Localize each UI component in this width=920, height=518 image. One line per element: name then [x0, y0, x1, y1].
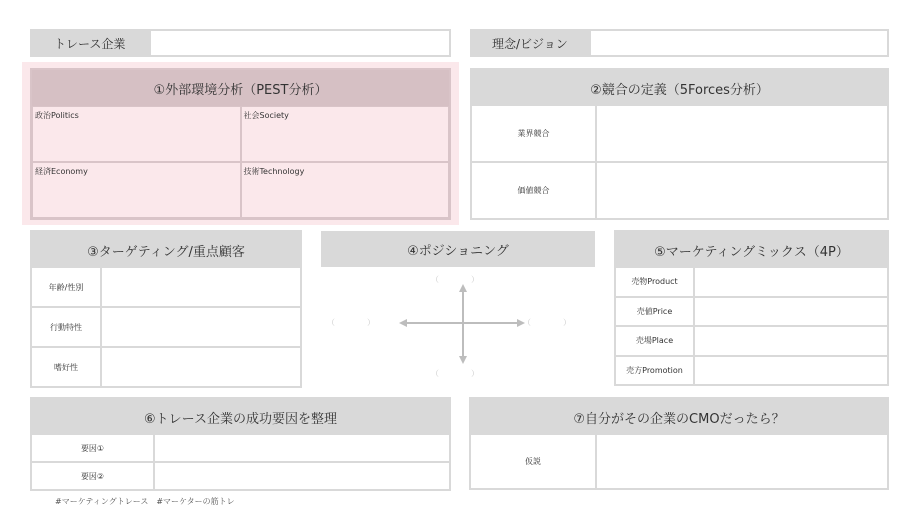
positioning-horizontal-axis	[406, 322, 518, 324]
positioning-axis-right-label: （ ）	[523, 318, 571, 327]
cmo-panel	[469, 397, 889, 490]
forces-row-label: 業界競合	[472, 106, 597, 161]
success-row	[32, 461, 449, 489]
targeting-row-input[interactable]	[102, 308, 300, 346]
company-header	[30, 29, 451, 57]
targeting-row	[32, 306, 300, 346]
forces-row	[472, 161, 887, 218]
targeting-row-label: 嗜好性	[32, 348, 102, 386]
pest-grid	[32, 106, 449, 218]
company-label: トレース企業	[32, 31, 151, 55]
mix-row-label: 売値Price	[616, 298, 695, 326]
mix-row	[616, 355, 887, 385]
success-row-input[interactable]	[155, 435, 449, 461]
pest-cell-society[interactable]: 社会Society	[241, 106, 450, 162]
mix-row	[616, 268, 887, 296]
pest-panel	[30, 68, 451, 220]
success-row	[32, 435, 449, 461]
pest-cell-economy[interactable]: 経済Economy	[32, 162, 241, 218]
mix-row	[616, 296, 887, 326]
vision-label: 理念/ビジョン	[472, 31, 591, 55]
vision-header	[470, 29, 889, 57]
mix-row-input[interactable]	[695, 357, 887, 385]
positioning-vertical-axis	[462, 291, 464, 359]
cmo-row	[471, 435, 887, 488]
pest-cell-politics[interactable]: 政治Politics	[32, 106, 241, 162]
vision-input[interactable]	[591, 31, 887, 55]
mix-row-input[interactable]	[695, 327, 887, 355]
mix-row	[616, 325, 887, 355]
positioning-axis-left-label: （ ）	[327, 318, 375, 327]
forces-panel	[470, 68, 889, 220]
targeting-row-input[interactable]	[102, 348, 300, 386]
mix-row-label: 売物Product	[616, 268, 695, 296]
targeting-panel	[30, 230, 302, 388]
positioning-map[interactable]	[321, 267, 595, 387]
mix-row-input[interactable]	[695, 298, 887, 326]
mix-row-label: 売方Promotion	[616, 357, 695, 385]
targeting-title: ③ターゲティング/重点顧客	[32, 232, 300, 268]
positioning-axis-top-label: （ ）	[431, 275, 479, 284]
success-title: ⑥トレース企業の成功要因を整理	[32, 399, 449, 435]
cmo-row-label: 仮説	[471, 435, 597, 488]
cmo-title: ⑦自分がその企業のCMOだったら？	[471, 399, 887, 435]
targeting-row	[32, 346, 300, 386]
targeting-row	[32, 268, 300, 306]
forces-row-input[interactable]	[597, 106, 887, 161]
footer-hashtags: #マーケティングトレース #マーケターの筋トレ	[55, 497, 235, 506]
company-input[interactable]	[151, 31, 449, 55]
positioning-axis-bottom-label: （ ）	[431, 369, 479, 378]
success-panel	[30, 397, 451, 491]
targeting-row-input[interactable]	[102, 268, 300, 306]
arrow-down-icon	[459, 356, 467, 364]
targeting-row-label: 行動特性	[32, 308, 102, 346]
forces-row-input[interactable]	[597, 163, 887, 218]
mix-row-label: 売場Place	[616, 327, 695, 355]
pest-cell-technology[interactable]: 技術Technology	[241, 162, 450, 218]
mix-row-input[interactable]	[695, 268, 887, 296]
forces-row	[472, 106, 887, 161]
forces-title: ②競合の定義（5Forces分析）	[472, 70, 887, 106]
arrow-left-icon	[399, 319, 407, 327]
targeting-row-label: 年齢/性別	[32, 268, 102, 306]
arrow-up-icon	[459, 284, 467, 292]
positioning-title: ④ポジショニング	[321, 231, 595, 267]
success-row-label: 要因②	[32, 463, 155, 489]
success-row-input[interactable]	[155, 463, 449, 489]
mix-panel	[614, 230, 889, 386]
pest-title: ①外部環境分析（PEST分析）	[32, 70, 449, 106]
mix-title: ⑤マーケティングミックス（4P）	[616, 232, 887, 268]
cmo-row-input[interactable]	[597, 435, 887, 488]
forces-row-label: 価値競合	[472, 163, 597, 218]
success-row-label: 要因①	[32, 435, 155, 461]
